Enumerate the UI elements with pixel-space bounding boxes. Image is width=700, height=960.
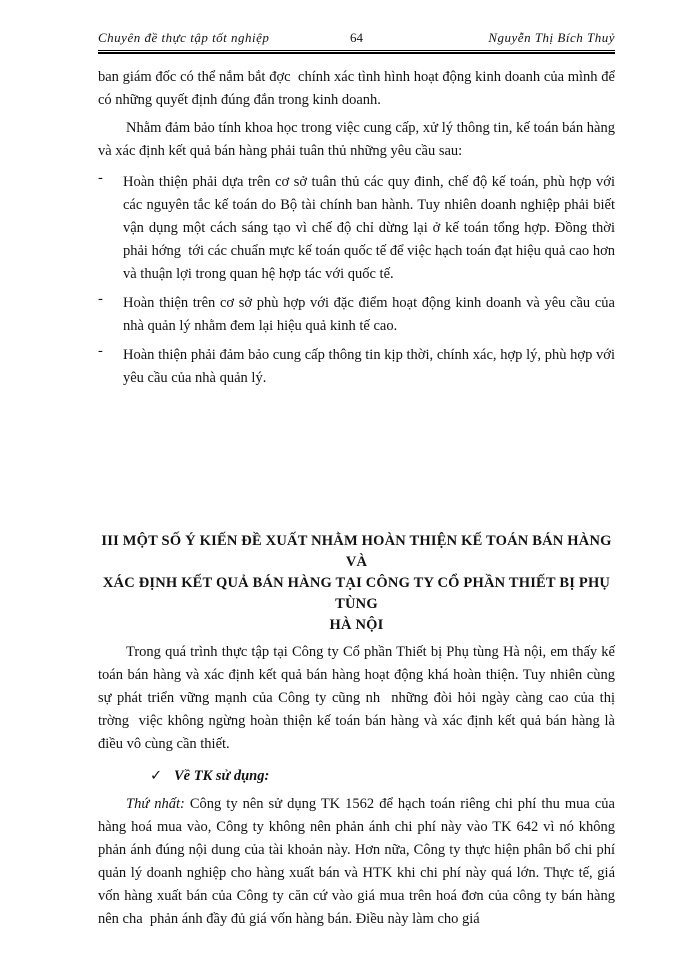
list-item: [98, 171, 615, 286]
paragraph-first-recommendation: [98, 793, 615, 931]
page-number: 64: [350, 30, 363, 45]
subheading-label: Về TK sử dụng:: [174, 768, 270, 784]
section-heading-line: XÁC ĐỊNH KẾT QUẢ BÁN HÀNG TẠI CÔNG TY CỔ PHẦN THIẾT BỊ PHỤ TÙNG: [102, 575, 611, 612]
dash-bullet-icon: -: [98, 343, 103, 359]
checkmark-icon: ✓: [150, 768, 163, 784]
page-header: [98, 30, 615, 51]
paragraph-lead-in: Thứ nhất:: [126, 796, 185, 812]
dash-bullet-icon: -: [98, 291, 103, 307]
paragraph-continuation: ban giám đốc có thể nắm bắt đợc chính xác tình hình hoạt động kinh doanh của mình để có những quyết định đúng đắn trong kinh doanh.: [98, 69, 615, 108]
section-heading-line: III MỘT SỐ Ý KIẾN ĐỀ XUẤT NHẰM HOÀN THIỆN KẾ TOÁN BÁN HÀNG VÀ: [101, 533, 612, 570]
header-author-name: Nguyễn Thị Bích Thuỷ: [488, 30, 615, 45]
list-item: [98, 292, 615, 338]
list-item-text: Hoàn thiện phải dựa trên cơ sở tuân thủ các quy đinh, chế độ kế toán, phù hợp với các nguyên tắc kế toán do Bộ tài chính ban hành. Tuy nhiên doanh nghiệp phải biết vận dụng một cách sáng tạo vì chế độ chỉ dừng lại ở kế toán tổng hợp. Đồng thời phải hớng tới các chuẩn mực kế toán quốc tế để việc hạch toán đạt hiệu quả cao hơn và thuận lợi trong quan hệ hợp tác với quốc tế.: [123, 174, 615, 282]
dash-bullet-icon: -: [98, 170, 103, 186]
section-heading-line: HÀ NỘI: [329, 617, 384, 633]
requirements-bullet-list: [98, 171, 615, 390]
header-document-title: Chuyên đề thực tập tốt nghiệp: [98, 30, 270, 45]
section-heading: [98, 531, 615, 636]
paragraph-internship-overview: Trong quá trình thực tập tại Công ty Cổ phần Thiết bị Phụ tùng Hà nội, em thấy kế toán bán hàng và xác định kết quả bán hàng hoạt động khá hoàn thiện. Tuy nhiên cùng sự phát triển vững mạnh của Công ty cũng nh những đòi hỏi ngày càng cao của thị trờng việc không ngừng hoàn thiện kế toán bán hàng và xác định kết quả bán hàng là điều vô cùng cần thiết.: [98, 644, 615, 752]
list-item-text: Hoàn thiện trên cơ sở phù hợp với đặc điểm hoạt động kinh doanh và yêu cầu của nhà quản lý nhằm đem lại hiệu quả kinh tế cao.: [123, 295, 615, 334]
paragraph-requirements-intro: Nhằm đảm bảo tính khoa học trong việc cung cấp, xử lý thông tin, kế toán bán hàng và xác định kết quả bán hàng phải tuân thủ những yêu cầu sau:: [98, 120, 615, 159]
list-item: [98, 344, 615, 390]
header-rule: [98, 52, 615, 54]
subheading-tk-usage: [98, 765, 615, 788]
paragraph-body-text: Công ty nên sử dụng TK 1562 để hạch toán riêng chi phí thu mua của hàng hoá mua vào, Công ty không nên phản ánh chi phí này vào TK 642 vì nó không phản ánh đúng nội dung của tài khoản này. Hơn nữa, Công ty thực hiện phân bổ chi phí quản lý doanh nghiệp cho hàng xuất bán và HTK khi chi phí này quá lớn. Thực tế, giá vốn hàng xuất bán của Công ty căn cứ vào giá mua trên hoá đơn của công ty bán hàng nên cha phản ánh đầy đủ giá vốn hàng bán. Điều này làm cho giá: [98, 796, 615, 927]
list-item-text: Hoàn thiện phải đảm bảo cung cấp thông tin kịp thời, chính xác, hợp lý, phù hợp với yêu cầu của nhà quản lý.: [123, 347, 615, 386]
